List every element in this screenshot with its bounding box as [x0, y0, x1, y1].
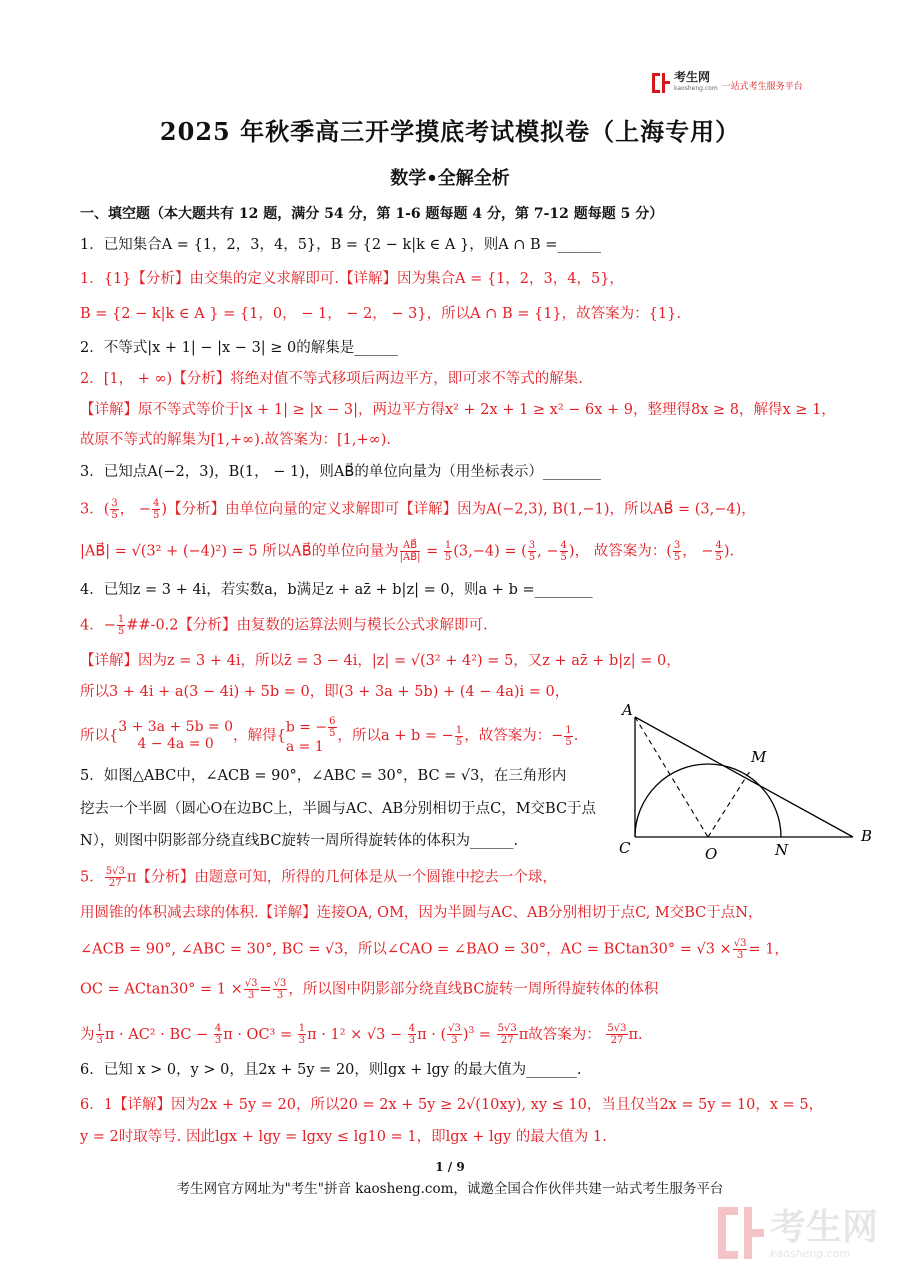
watermark-text: 考生网 kaosheng.com — [770, 1206, 879, 1260]
q5-answer: 5． $\frac{5√3}{27}$ π【分析】由题意可知，所得的几何体是从一个圆锥中挖去一个球， — [80, 866, 557, 889]
q5-question: 5．如图△ABC中，∠ACB = 90°，∠ABC = 30°，BC = √3，在三角形内 — [80, 768, 567, 784]
semicircle — [635, 764, 781, 837]
logo-brand: 考生网 kaosheng.com — [674, 70, 718, 92]
q4-system: 所以{ 3 + 3a + 5b = 0 4 − 4a = 0 ，解得{ b = − $\frac{6}{5}$ a = 1 ，所以a + b = − $\frac{1}{5}$ ，故答案为：− $\frac{1}{5}$ . — [80, 716, 579, 755]
q2-detail-cont: 故原不等式的解集为[1,+∞).故答案为：[1,+∞). — [80, 432, 391, 448]
q2-detail: 【详解】原不等式等价于|x + 1| ≥ |x − 3|，两边平方得x² + 2x + 1 ≥ x² − 6x + 9，整理得8x ≥ 8，解得x ≥ 1， — [80, 402, 836, 418]
page-number: 1 / 9 — [435, 1160, 465, 1174]
q2-question: 2．不等式|x + 1| − |x − 3| ≥ 0的解集是______ — [80, 340, 398, 356]
dashed-ao — [635, 717, 708, 837]
dashed-om — [708, 771, 750, 837]
q4-answer: 4．− $\frac{1}{5}$ ##-0.2【分析】由复数的运算法则与模长公式求解即可. — [80, 614, 488, 637]
q1-answer-cont: B = {2 − k|k ∈ A } = {1，0， − 1， − 2， − 3}，所以A ∩ B = {1}，故答案为：{1}. — [80, 306, 681, 322]
q5-detail-cont: ∠ACB = 90°, ∠ABC = 30°, BC = √3，所以∠CAO = ∠BAO = 30°，AC = BCtan30° = √3 × $\frac{√3}{3}$ = 1， — [80, 938, 789, 961]
page-title: 2025 年秋季高三开学摸底考试模拟卷（上海专用） — [159, 117, 741, 146]
label-c: C — [619, 839, 631, 857]
watermark — [718, 1207, 878, 1259]
label-n: N — [775, 841, 789, 859]
header-logo — [652, 72, 803, 94]
label-a: A — [622, 701, 633, 719]
footer-text: 考生网官方网址为"考生"拼音 kaosheng.com，诚邀全国合作伙伴共建一站式考生服务平台 — [176, 1181, 724, 1197]
section-heading: 一、填空题（本大题共有 12 题，满分 54 分，第 1-6 题每题 4 分，第 7-12 题每题 5 分） — [80, 206, 664, 222]
label-m: M — [751, 748, 767, 766]
page-subtitle: 数学•全解全析 — [390, 168, 510, 189]
q5-question-cont: 挖去一个半圆（圆心O在边BC上，半圆与AC、AB分别相切于点C，M交BC于点 — [80, 801, 597, 817]
q6-answer-cont: y = 2时取等号. 因此lgx + lgy = lgxy ≤ lg10 = 1，即lgx + lgy 的最大值为 1. — [80, 1129, 607, 1145]
logo-icon — [652, 73, 670, 93]
q5-detail: 用圆锥的体积减去球的体积.【详解】连接OA, OM，因为半圆与AC、AB分别相切于点C, M交BC于点N， — [80, 905, 763, 921]
q3-answer: 3．( $\frac{3}{5}$ ， − $\frac{4}{5}$ )【分析】由单位向量的定义求解即可【详解】因为A(−2,3), B(1,−1)，所以AB⃗ = (3,−4)， — [80, 498, 756, 521]
q3-question: 3．已知点A(−2，3)，B(1， − 1)，则AB⃗的单位向量为（用坐标表示）________ — [80, 464, 601, 480]
q5-volume: 为 $\frac{1}{3}$ π · AC² · BC − $\frac{4}{3}$ π · OC³ = $\frac{1}{3}$ π · 1² × √3 − $\frac{4}{3}$ π · ( $\frac{√3}{3}$ )$^3$ = $\frac{5√3}{27}$ π故答案为： $\frac{5√3}{27}$ π. — [80, 1023, 643, 1047]
q1-question: 1．已知集合A = {1，2，3，4，5}，B = {2 − k|k ∈ A }，则A ∩ B =______ — [80, 237, 601, 253]
q4-question: 4．已知z = 3 + 4i，若实数a，b满足z + az̄ + b|z| = 0，则a + b =________ — [80, 582, 593, 598]
q1-answer: 1．{1}【分析】由交集的定义求解即可.【详解】因为集合A = {1，2，3，4，5}， — [80, 271, 624, 287]
q5-question-end: N），则图中阴影部分绕直线BC旋转一周所得旋转体的体积为______. — [80, 833, 519, 849]
label-o: O — [705, 845, 718, 863]
q4-detail-cont: 所以3 + 4i + a(3 − 4i) + 5b = 0，即(3 + 3a + 5b) + (4 − 4a)i = 0， — [80, 684, 570, 700]
q4-detail: 【详解】因为z = 3 + 4i，所以z̄ = 3 − 4i，|z| = √(3² + 4²) = 5，又z + az̄ + b|z| = 0， — [80, 653, 681, 669]
q2-answer: 2．[1， + ∞)【分析】将绝对值不等式移项后两边平方，即可求不等式的解集. — [80, 371, 583, 387]
q6-question: 6．已知 x > 0，y > 0，且2x + 5y = 20，则lgx + lgy 的最大值为_______. — [80, 1062, 582, 1078]
edge-ab — [635, 717, 853, 837]
watermark-logo-icon — [718, 1207, 764, 1259]
label-b: B — [861, 827, 873, 845]
triangle-semicircle-diagram — [615, 695, 885, 870]
q5-detail-oc: OC = ACtan30° = 1 × $\frac{√3}{3}$ = $\frac{√3}{3}$ ，所以图中阴影部分绕直线BC旋转一周所得旋转体的体积 — [80, 978, 659, 1001]
q3-answer-cont: |AB⃗| = √(3² + (−4)²) = 5 所以AB⃗的单位向量为 $\frac{AB⃗}{|AB⃗|}$ = $\frac{1}{5}$ (3,−4) = ( $\frac{3}{5}$ , − $\frac{4}{5}$ )， 故答案为：( $\frac{3}{5}$ ， − $\frac{4}{5}$ ). — [80, 540, 735, 563]
logo-slogan: 一站式考生服务平台 — [721, 81, 803, 92]
q6-answer: 6．1【详解】因为2x + 5y = 20，所以20 = 2x + 5y ≥ 2√(10xy), xy ≤ 10，当且仅当2x = 5y = 10，x = 5， — [80, 1097, 824, 1113]
